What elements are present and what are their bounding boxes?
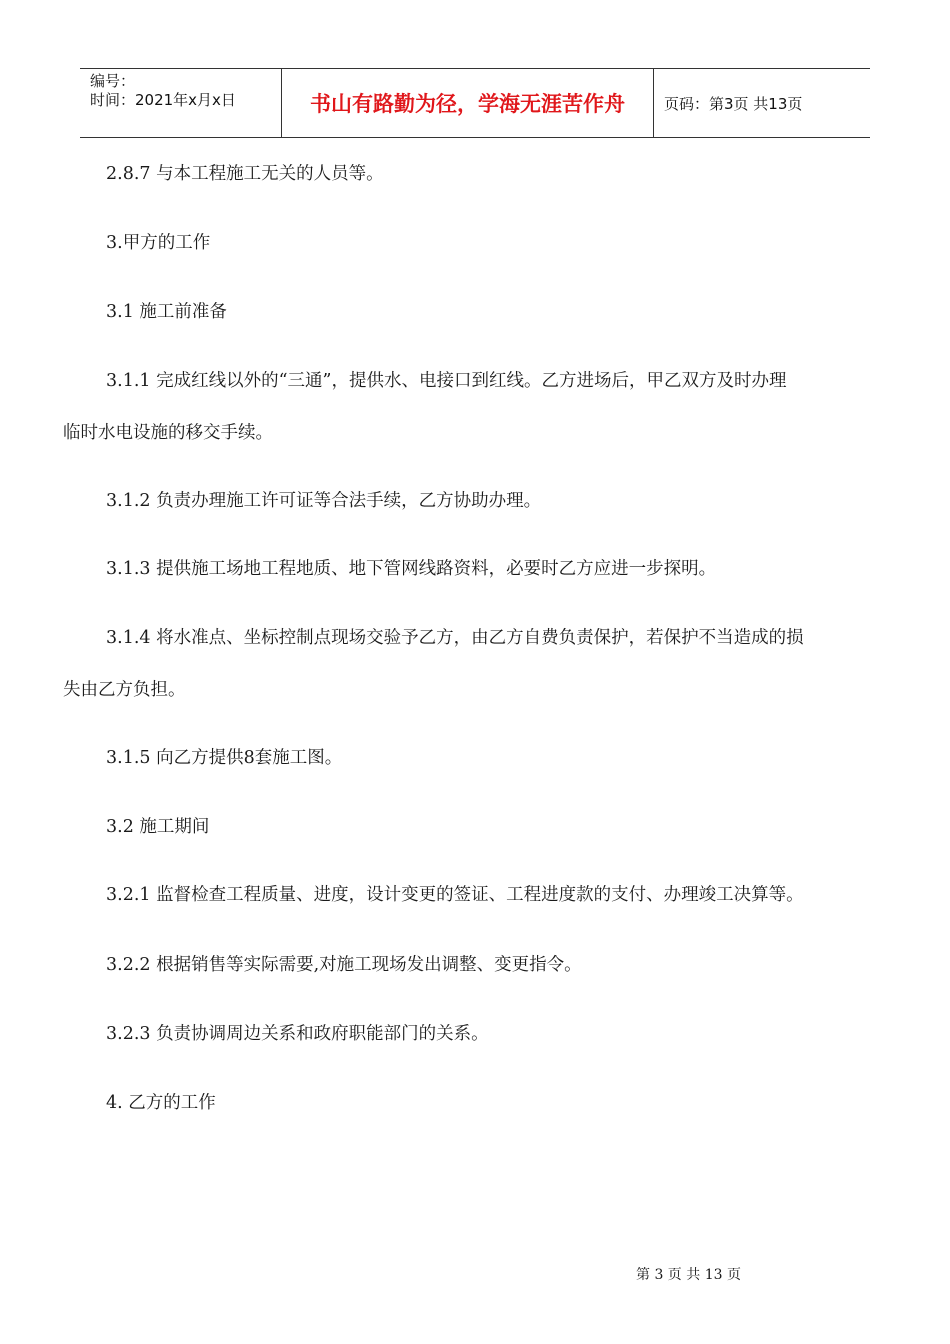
header-motto-cell — [282, 69, 654, 137]
header-meta-cell — [80, 69, 282, 137]
paragraph-3-2-3: 3.2.3 负责协调周边关系和政府职能部门的关系。 — [106, 1024, 489, 1044]
subsection-heading-3-2: 3.2 施工期间 — [106, 817, 210, 837]
section-heading-4: 4. 乙方的工作 — [106, 1093, 216, 1113]
paragraph-3-2-1: 3.2.1 监督检查工程质量、进度，设计变更的签证、工程进度款的支付、办理竣工决算等。 — [106, 885, 804, 905]
header-page-cell — [654, 69, 870, 137]
paragraph-3-1-1-line2: 临时水电设施的移交手续。 — [63, 423, 273, 443]
paragraph-3-2-2: 3.2.2 根据销售等实际需要,对施工现场发出调整、变更指令。 — [106, 955, 582, 975]
header-page-number: 页码：第3页 共13页 — [664, 94, 803, 113]
paragraph-3-1-5: 3.1.5 向乙方提供8套施工图。 — [106, 748, 343, 768]
subsection-heading-3-1: 3.1 施工前准备 — [106, 302, 227, 322]
document-date-label: 时间：2021年x月x日 — [90, 91, 236, 109]
header-motto: 书山有路勤为径，学海无涯苦作舟 — [310, 92, 625, 116]
section-heading-3: 3.甲方的工作 — [106, 233, 211, 253]
paragraph-3-1-4-line1: 3.1.4 将水准点、坐标控制点现场交验予乙方，由乙方自费负责保护，若保护不当造成的损 — [106, 628, 804, 648]
paragraph-3-1-2: 3.1.2 负责办理施工许可证等合法手续，乙方协助办理。 — [106, 491, 542, 511]
document-number-label: 编号： — [90, 72, 136, 90]
paragraph-3-1-3: 3.1.3 提供施工场地工程地质、地下管网线路资料，必要时乙方应进一步探明。 — [106, 559, 717, 579]
paragraph-3-1-1-line1: 3.1.1 完成红线以外的“三通”，提供水、电接口到红线。乙方进场后，甲乙双方及时办理 — [106, 371, 787, 391]
paragraph-2-8-7: 2.8.7 与本工程施工无关的人员等。 — [106, 164, 384, 184]
page-footer: 第 3 页 共 13 页 — [636, 1267, 741, 1283]
page-header — [80, 68, 870, 138]
paragraph-3-1-4-line2: 失由乙方负担。 — [63, 680, 186, 700]
